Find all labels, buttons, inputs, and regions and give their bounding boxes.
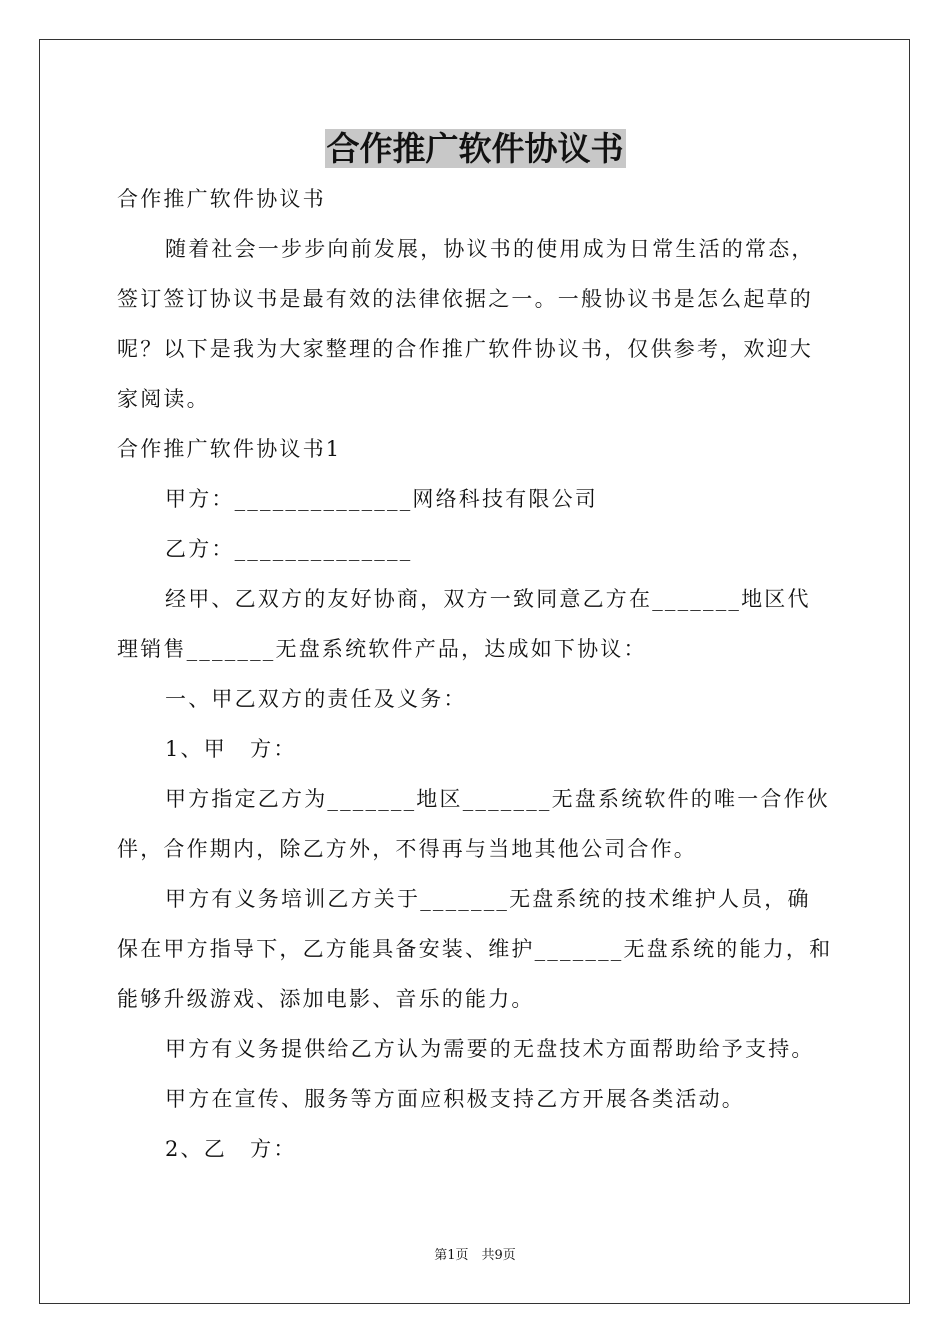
document-title xyxy=(0,125,950,173)
document-body xyxy=(117,174,833,1174)
paragraph: 甲方指定乙方为_______地区_______无盘系统软件的唯一合作伙伴，合作期内，除乙方外，不得再与当地其他公司合作。 xyxy=(117,787,830,861)
paragraph: 乙方：______________ xyxy=(165,537,413,561)
paragraph: 一、甲乙双方的责任及义务： xyxy=(165,687,467,711)
paragraph: 甲方有义务提供给乙方认为需要的无盘技术方面帮助给予支持。 xyxy=(165,1037,815,1061)
paragraph: 随着社会一步步向前发展，协议书的使用成为日常生活的常态，签订签订协议书是最有效的法律依据之一。一般协议书是怎么起草的呢？以下是我为大家整理的合作推广软件协议书，仅供参考，欢迎大家阅读。 xyxy=(117,237,815,411)
paragraph: 2、乙 方： xyxy=(165,1137,297,1161)
page-footer: 第1页 共9页 xyxy=(434,1248,516,1263)
paragraph: 经甲、乙双方的友好协商，双方一致同意乙方在_______地区代理销售_______无盘系统软件产品，达成如下协议： xyxy=(117,587,811,661)
document-title-text: 合作推广软件协议书 xyxy=(326,129,624,168)
paragraph: 合作推广软件协议书1 xyxy=(117,437,342,461)
paragraph: 合作推广软件协议书 xyxy=(117,187,326,211)
paragraph: 甲方在宣传、服务等方面应积极支持乙方开展各类活动。 xyxy=(165,1087,745,1111)
paragraph: 甲方：______________网络科技有限公司 xyxy=(165,487,598,511)
paragraph: 甲方有义务培训乙方关于_______无盘系统的技术维护人员，确保在甲方指导下，乙方能具备安装、维护_______无盘系统的能力，和能够升级游戏、添加电影、音乐的能力。 xyxy=(117,887,833,1011)
paragraph: 1、甲 方： xyxy=(165,737,297,761)
